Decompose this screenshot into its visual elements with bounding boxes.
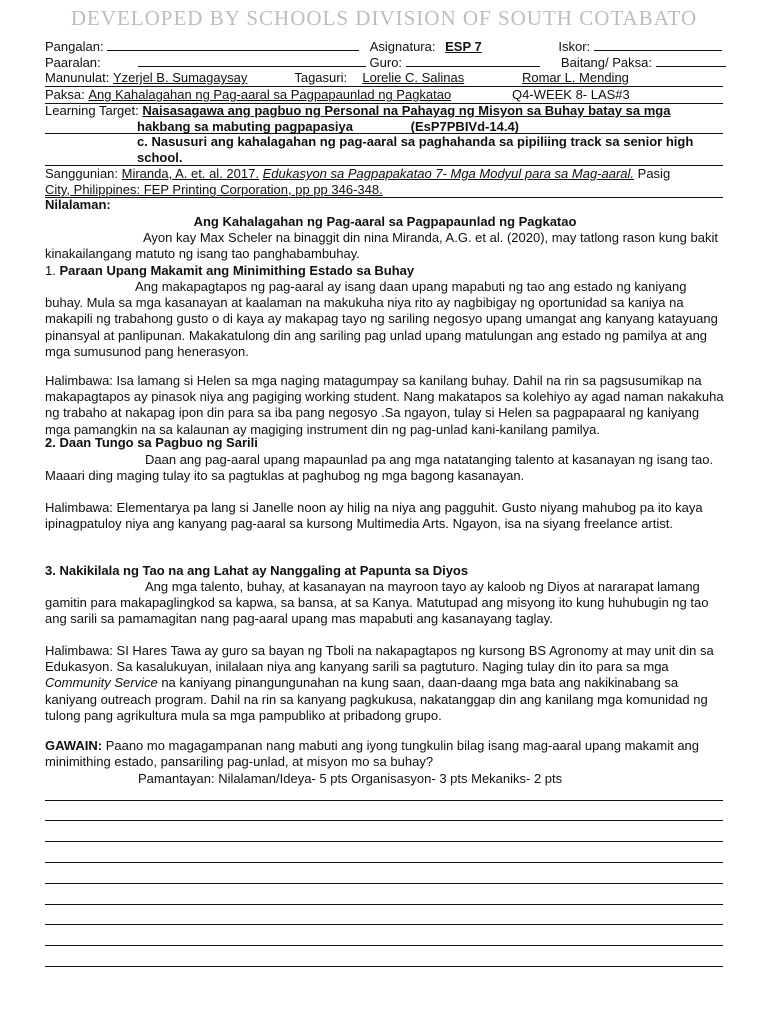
paksa-value: Ang Kahalagahan ng Pag-aaral sa Pagpapaunlad ng Pagkatao	[88, 87, 452, 102]
learning-target-4: school.	[137, 150, 183, 165]
nilalaman-label: Nilalaman:	[45, 197, 111, 212]
learning-target-3: c. Nasusuri ang kahalagahan ng pag-aaral sa paghahanda sa pipiliing track sa senior high	[137, 134, 694, 149]
answer-line[interactable]	[45, 883, 723, 884]
section-1-example: Halimbawa: Isa lamang si Helen sa mga naging matagumpay sa kanilang buhay. Dahil na rin sa pagsusumikap na makapagtapos ay pinasok niya ang pagiging working student. Nang makatapos sa kolehiyo ay agad naman nakakuha ng trabaho at nakapag ipon din para sa iba pang negosyo .Sa ngayon, tulay si Helen sa pagpapaaral ng kaniyang mga pamangkin na sa kalaunan ay magiging instrument din ng pag-unlad kani-kanilang pamilya.	[45, 373, 724, 437]
learning-target-row-1	[45, 103, 670, 119]
answer-line[interactable]	[45, 904, 723, 905]
answer-line[interactable]	[45, 966, 723, 967]
sanggunian-title: Edukasyon sa Pagpapakatao 7- Mga Modyul para sa Mag-aaral.	[262, 166, 635, 181]
learning-target-row-4	[137, 150, 183, 166]
paksa-label: Paksa:	[45, 87, 85, 102]
sanggunian-label: Sanggunian:	[45, 166, 119, 181]
tagasuri-value-1: Lorelie C. Salinas	[362, 70, 465, 85]
divider	[45, 197, 723, 198]
learning-target-code: (EsP7PBIVd-14.4)	[410, 119, 519, 134]
asignatura-value: ESP 7	[445, 39, 482, 54]
pangalan-label: Pangalan:	[45, 39, 104, 54]
gawain-label: GAWAIN:	[45, 738, 103, 753]
asignatura-label: Asignatura:	[369, 39, 436, 54]
section-1-body: Ang makapagtapos ng pag-aaral ay isang daan upang mapabuti ng tao ang estado ng kaniyang buhay. Mula sa mga kasanayan at kaalaman na makukuha niya rito ay nagbibigay ng oportunidad sa kaniya na makapili ng trabahong gusto o di kaya ay makapag tayo ng sariling negosyo upang umangat ang kanyang katayuang pinansyal at panlipunan. Makakatulong din ang sariling pag unlad upang matulungan ang estado ng pamilya at ang mga sumusunod pang henerasyon.	[45, 279, 718, 359]
answer-line[interactable]	[45, 945, 723, 946]
content-title: Ang Kahalagahan ng Pag-aaral sa Pagpapaunlad ng Pagkatao	[193, 214, 577, 229]
section-3-example: Halimbawa: SI Hares Tawa ay guro sa bayan ng Tboli na nakapagtapos ng kursong BS Agronomy at may unit din sa Edukasyon. Sa kasalukuyan, inilalaan niya ang kanyang sarili sa pagtuturo. Naging tulay din ito para sa mga Community Service na kaniyang pinangungunahan na kung saan, daan-daang mga bata ang nakikinabang sa kaniyang outreach program. Dahil na rin sa kanyang pagkukusa, nakatanggap din ang kanilang mga komunidad ng tulong pang agrikultura mula sa mga pampubliko at pribadong grupo.	[45, 643, 714, 723]
answer-line[interactable]	[45, 862, 723, 863]
division-banner: DEVELOPED BY SCHOOLS DIVISION OF SOUTH COTABATO	[70, 6, 698, 30]
section-1-heading: 1. Paraan Upang Makamit ang Minimithing Estado sa Buhay	[45, 263, 415, 278]
sanggunian-publisher: City, Philippines: FEP Printing Corporation, pp pp 346-348.	[45, 182, 383, 197]
answer-line[interactable]	[45, 800, 723, 801]
guro-label: Guro:	[369, 55, 403, 70]
manunulat-value: Yzerjel B. Sumagaysay	[112, 70, 248, 85]
gawain-prompt: GAWAIN: Paano mo magagampanan nang mabuti ang iyong tungkulin bilag isang mag-aaral upang makamit ang minimithing estado, pansariling pag-unlad, at misyon mo sa buhay?	[45, 738, 700, 770]
learning-target-2a: hakbang sa mabuting pagpapasiya	[137, 119, 353, 134]
week-label: Q4-WEEK 8- LAS#3	[512, 87, 630, 102]
sanggunian-row-2	[45, 182, 585, 198]
baitang-label: Baitang/ Paksa:	[560, 55, 652, 70]
sanggunian-author: Miranda, A. et. al. 2017.	[121, 166, 259, 181]
header-row-2	[45, 54, 726, 71]
manunulat-label: Manunulat:	[45, 70, 110, 85]
guro-field[interactable]	[406, 54, 540, 67]
section-2-heading: 2. Daan Tungo sa Pagbuo ng Sarili	[45, 435, 258, 450]
iskor-label: Iskor:	[558, 39, 591, 54]
section-2-body: Daan ang pag-aaral upang mapaunlad pa ang mga natatanging talento at kasanayan ng isang tao. Maaari ding maging tulay ito sa pagtuklas at paghubog ng mga bagong kasanayan.	[45, 452, 714, 484]
section-3-heading: 3. Nakikilala ng Tao na ang Lahat ay Nanggaling at Papunta sa Diyos	[45, 563, 469, 578]
answer-line[interactable]	[45, 841, 723, 842]
header-row-1	[45, 38, 722, 55]
learning-target-1: Naisasagawa ang pagbuo ng Personal na Pahayag ng Misyon sa Buhay batay sa mga	[142, 103, 671, 118]
iskor-field[interactable]	[594, 38, 722, 51]
intro-paragraph: Ayon kay Max Scheler na binaggit din nina Miranda, A.G. et al. (2020), may tatlong rason kung bakit kinakailangang matuto ng isang tao panghabambuhay.	[45, 230, 718, 262]
section-2-example: Halimbawa: Elementarya pa lang si Janelle noon ay hilig na niya ang pagguhit. Gusto niyang mahubog pa ito kaya ipinagpatuloy niya ang kanyang pag-aaral sa kursong Multimedia Arts. Ngayon, isa na siyang freelance artist.	[45, 500, 703, 532]
paaralan-label: Paaralan:	[45, 55, 101, 70]
sanggunian-row-1	[45, 166, 670, 182]
baitang-field[interactable]	[656, 54, 726, 67]
pamantayan: Pamantayan: Nilalaman/Ideya- 5 pts Organisasyon- 3 pts Mekaniks- 2 pts	[138, 771, 563, 786]
answer-line[interactable]	[45, 820, 723, 821]
learning-target-label: Learning Target:	[45, 103, 139, 118]
learning-target-row-3	[137, 134, 693, 150]
answer-line[interactable]	[45, 924, 723, 925]
header-row-4	[45, 87, 630, 103]
tagasuri-value-2: Romar L. Mending	[521, 70, 629, 85]
pangalan-field[interactable]	[107, 38, 359, 51]
paaralan-field[interactable]	[138, 54, 366, 67]
sanggunian-place: Pasig	[637, 166, 671, 181]
section-3-body: Ang mga talento, buhay, at kasanayan na mayroon tayo ay kaloob ng Diyos at nararapat lamang gamitin para makapaglingkod sa kapwa, sa bansa, at sa Kanya. Matutupad ang misyong ito kung huhubugin ng tao ang sarili sa pamamagitan nang pag-aaral upang mas mapabuti ang kasanayang taglay.	[45, 579, 709, 627]
tagasuri-label: Tagasuri:	[294, 70, 348, 85]
header-row-3	[45, 70, 662, 86]
